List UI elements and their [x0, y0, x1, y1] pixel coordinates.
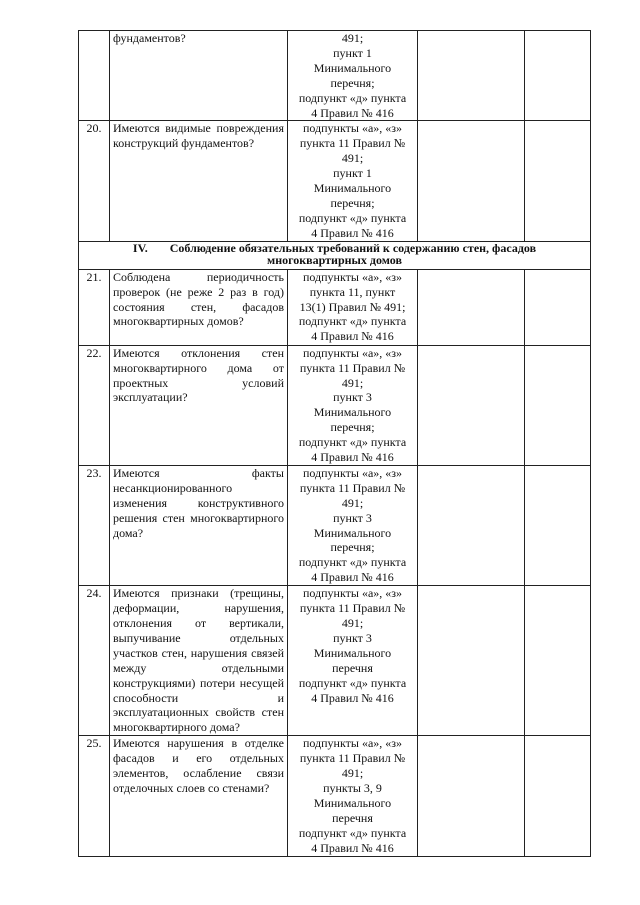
- row-question: Имеются факты несанкционированного изменения конструктивного решения стен многоквартирного дома?: [110, 465, 288, 585]
- row-number: 21.: [79, 269, 110, 345]
- comment-cell[interactable]: [525, 345, 591, 465]
- row-question: Соблюдена периодичность проверок (не реже 2 раз в год) состояния стен, фасадов многоквартирных домов?: [110, 269, 288, 345]
- row-question: фундаментов?: [110, 31, 288, 121]
- checklist-table: [78, 30, 591, 857]
- row-reference: подпункты «а», «з» пункта 11 Правил № 491; пункт 1 Минимального перечня; подпункт «д» пункта 4 Правил № 416: [288, 121, 418, 241]
- row-reference: подпункты «а», «з» пункта 11 Правил № 491; пункты 3, 9 Минимального перечня подпункт «д» пункта 4 Правил № 416: [288, 736, 418, 857]
- row-number: 23.: [79, 465, 110, 585]
- row-reference: 491; пункт 1 Минимального перечня; подпункт «д» пункта 4 Правил № 416: [288, 31, 418, 121]
- row-question: Имеются нарушения в отделке фасадов и его отдельных элементов, ослабление связи отделочных слоев со стенами?: [110, 736, 288, 857]
- answer-cell[interactable]: [418, 121, 525, 241]
- comment-cell[interactable]: [525, 465, 591, 585]
- comment-cell[interactable]: [525, 269, 591, 345]
- row-reference: подпункты «а», «з» пункта 11 Правил № 491; пункт 3 Минимального перечня подпункт «д» пункта 4 Правил № 416: [288, 586, 418, 736]
- row-number: 20.: [79, 121, 110, 241]
- row-number: 24.: [79, 586, 110, 736]
- answer-cell[interactable]: [418, 736, 525, 857]
- comment-cell[interactable]: [525, 31, 591, 121]
- row-reference: подпункты «а», «з» пункта 11, пункт 13(1) Правил № 491; подпункт «д» пункта 4 Правил № 416: [288, 269, 418, 345]
- table-row: [79, 269, 591, 345]
- row-question: Имеются отклонения стен многоквартирного дома от проектных условий эксплуатации?: [110, 345, 288, 465]
- section-title: [79, 241, 591, 269]
- section-header-row: [79, 241, 591, 269]
- table-row: [79, 465, 591, 585]
- section-title-line1: Соблюдение обязательных требований к содержанию стен, фасадов: [169, 240, 537, 255]
- row-number: [79, 31, 110, 121]
- section-number: IV.: [132, 240, 148, 255]
- answer-cell[interactable]: [418, 269, 525, 345]
- comment-cell[interactable]: [525, 121, 591, 241]
- answer-cell[interactable]: [418, 586, 525, 736]
- row-reference: подпункты «а», «з» пункта 11 Правил № 491; пункт 3 Минимального перечня; подпункт «д» пункта 4 Правил № 416: [288, 345, 418, 465]
- row-number: 25.: [79, 736, 110, 857]
- row-reference: подпункты «а», «з» пункта 11 Правил № 491; пункт 3 Минимального перечня; подпункт «д» пункта 4 Правил № 416: [288, 465, 418, 585]
- table-row: [79, 345, 591, 465]
- comment-cell[interactable]: [525, 586, 591, 736]
- row-number: 22.: [79, 345, 110, 465]
- answer-cell[interactable]: [418, 465, 525, 585]
- answer-cell[interactable]: [418, 345, 525, 465]
- row-question: Имеются видимые повреждения конструкций фундаментов?: [110, 121, 288, 241]
- table-row: [79, 31, 591, 121]
- comment-cell[interactable]: [525, 736, 591, 857]
- section-title-line2: многоквартирных домов: [267, 252, 402, 267]
- table-row: [79, 736, 591, 857]
- row-question: Имеются признаки (трещины, деформации, нарушения, отклонения от вертикали, выпучивание отдельных участков стен, нарушения связей между отдельными конструкциями) потери несущей способности и эксплуатационных свойств стен многоквартирного дома?: [110, 586, 288, 736]
- answer-cell[interactable]: [418, 31, 525, 121]
- table-row: [79, 121, 591, 241]
- table-row: [79, 586, 591, 736]
